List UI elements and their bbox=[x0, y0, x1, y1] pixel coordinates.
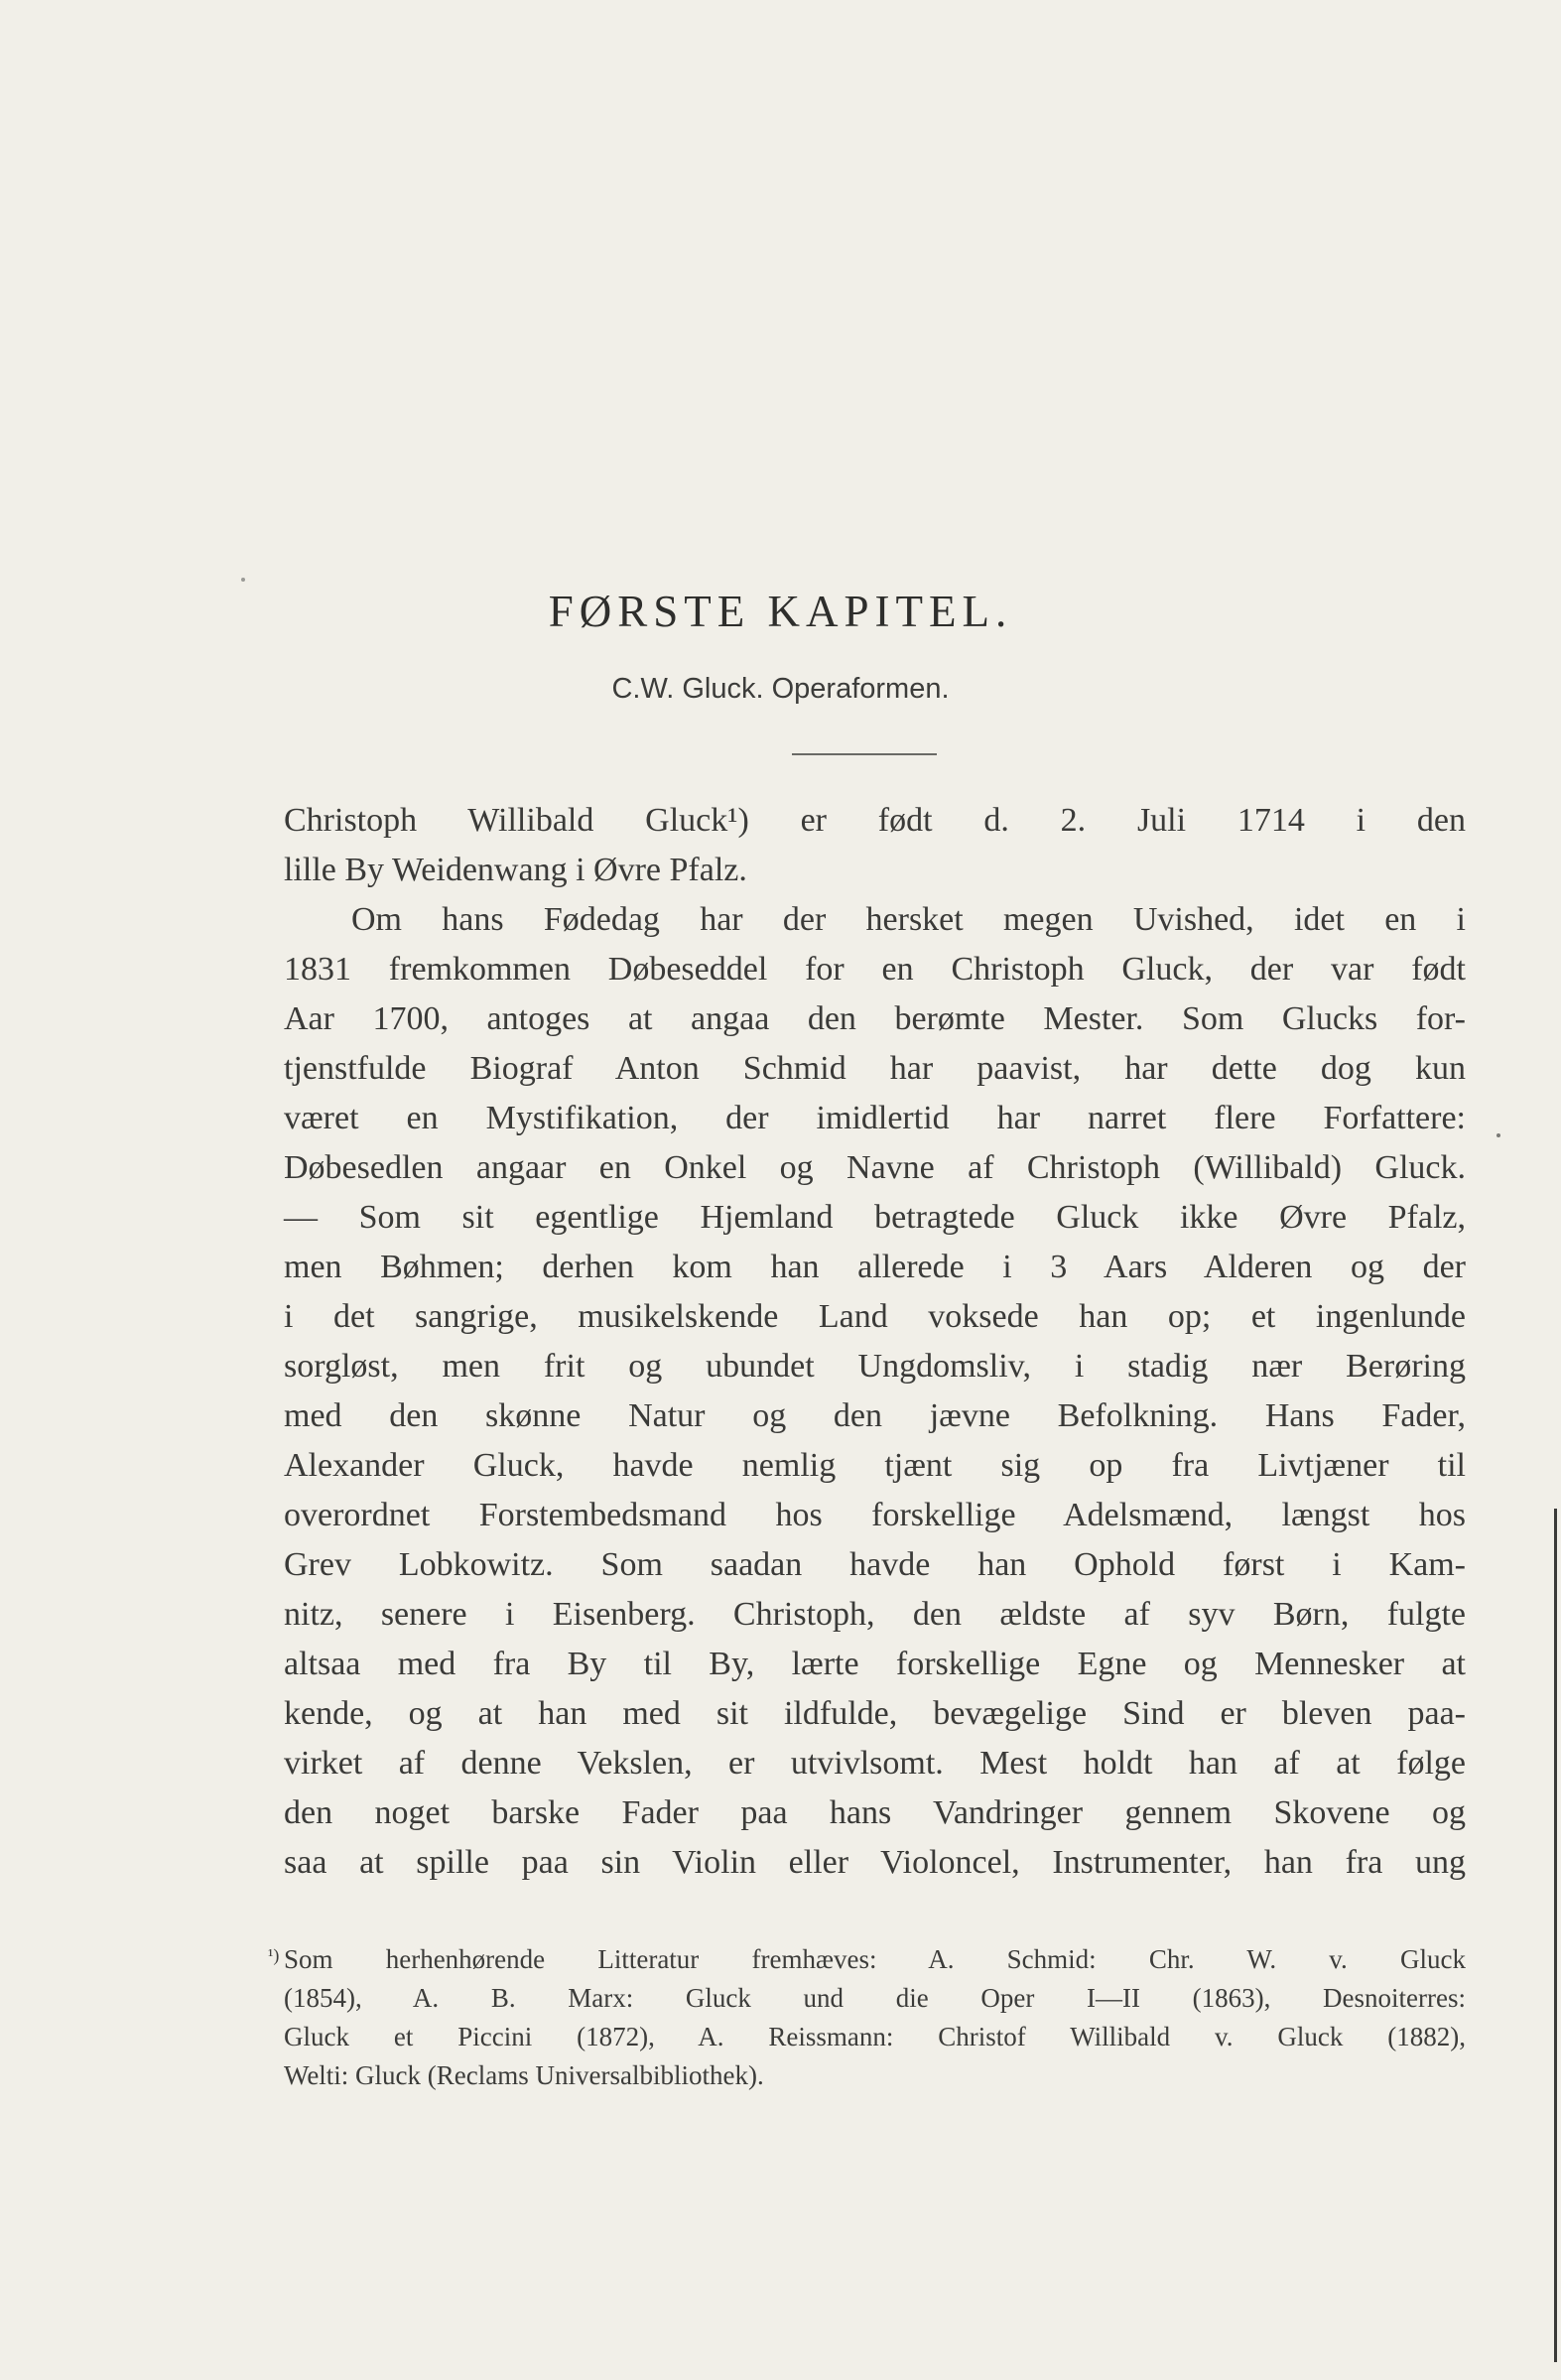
margin-speck bbox=[1496, 1133, 1500, 1137]
text-line: — Som sit egentlige Hjemland betragtede Gluck ikke Øvre Pfalz, bbox=[284, 1199, 1466, 1236]
footnote bbox=[268, 1940, 1466, 2095]
text-line: men Bøhmen; derhen kom han allerede i 3 Aars Alderen og der bbox=[284, 1249, 1466, 1285]
text-line: været en Mystifikation, der imidlertid har narret flere Forfattere: bbox=[284, 1100, 1466, 1136]
text-line: med den skønne Natur og den jævne Befolkning. Hans Fader, bbox=[284, 1397, 1466, 1434]
footnote-line: Gluck et Piccini (1872), A. Reissmann: Christof Willibald v. Gluck (1882), bbox=[284, 2022, 1466, 2051]
chapter-title: FØRSTE KAPITEL. bbox=[548, 587, 1013, 636]
text-line: den noget barske Fader paa hans Vandringer gennem Skovene og bbox=[284, 1794, 1466, 1831]
footnote-marker: ¹) bbox=[268, 1945, 280, 1965]
footnote-line: (1854), A. B. Marx: Gluck und die Oper I—II (1863), Desnoiterres: bbox=[284, 1983, 1466, 2013]
text-line: kende, og at han med sit ildfulde, bevægelige Sind er bleven paa- bbox=[284, 1695, 1466, 1732]
text-line: saa at spille paa sin Violin eller Violoncel, Instrumenter, han fra ung bbox=[284, 1844, 1466, 1881]
footnote-line: Welti: Gluck (Reclams Universalbibliothek). bbox=[284, 2060, 764, 2090]
text-line: 1831 fremkommen Døbeseddel for en Christoph Gluck, der var født bbox=[284, 951, 1466, 988]
text-line: virket af denne Vekslen, er utvivlsomt. Mest holdt han af at følge bbox=[284, 1745, 1466, 1782]
text-line: i det sangrige, musikelskende Land voksede han op; et ingenlunde bbox=[284, 1298, 1466, 1335]
text-line: tjenstfulde Biograf Anton Schmid har paavist, har dette dog kun bbox=[284, 1050, 1466, 1087]
chapter-subtitle: C.W. Gluck. Operaformen. bbox=[611, 673, 950, 705]
margin-speck bbox=[241, 578, 245, 582]
text-line: Om hans Fødedag har der hersket megen Uvished, idet en i bbox=[351, 901, 1466, 938]
footnote-line: Som herhenhørende Litteratur fremhæves: A. Schmid: Chr. W. v. Gluck bbox=[284, 1944, 1466, 1974]
text-line: altsaa med fra By til By, lærte forskellige Egne og Mennesker at bbox=[284, 1646, 1466, 1682]
text-line: Alexander Gluck, havde nemlig tjænt sig op fra Livtjæner til bbox=[284, 1447, 1466, 1484]
text-line: Aar 1700, antoges at angaa den berømte Mester. Som Glucks for- bbox=[284, 1000, 1466, 1037]
text-line: sorgløst, men frit og ubundet Ungdomsliv, i stadig nær Berøring bbox=[284, 1348, 1466, 1385]
body-paragraphs bbox=[284, 796, 1466, 1888]
text-line: lille By Weidenwang i Øvre Pfalz. bbox=[284, 852, 747, 888]
divider-rule bbox=[792, 753, 937, 755]
text-line: Døbesedlen angaar en Onkel og Navne af Christoph (Willibald) Gluck. bbox=[284, 1149, 1466, 1186]
page-edge-shadow bbox=[1554, 1509, 1557, 2362]
text-line: overordnet Forstembedsmand hos forskellige Adelsmænd, længst hos bbox=[284, 1497, 1466, 1533]
text-line: Christoph Willibald Gluck¹) er født d. 2. Juli 1714 i den bbox=[284, 802, 1466, 839]
text-line: Grev Lobkowitz. Som saadan havde han Ophold først i Kam- bbox=[284, 1546, 1466, 1583]
text-line: nitz, senere i Eisenberg. Christoph, den ældste af syv Børn, fulgte bbox=[284, 1596, 1466, 1633]
